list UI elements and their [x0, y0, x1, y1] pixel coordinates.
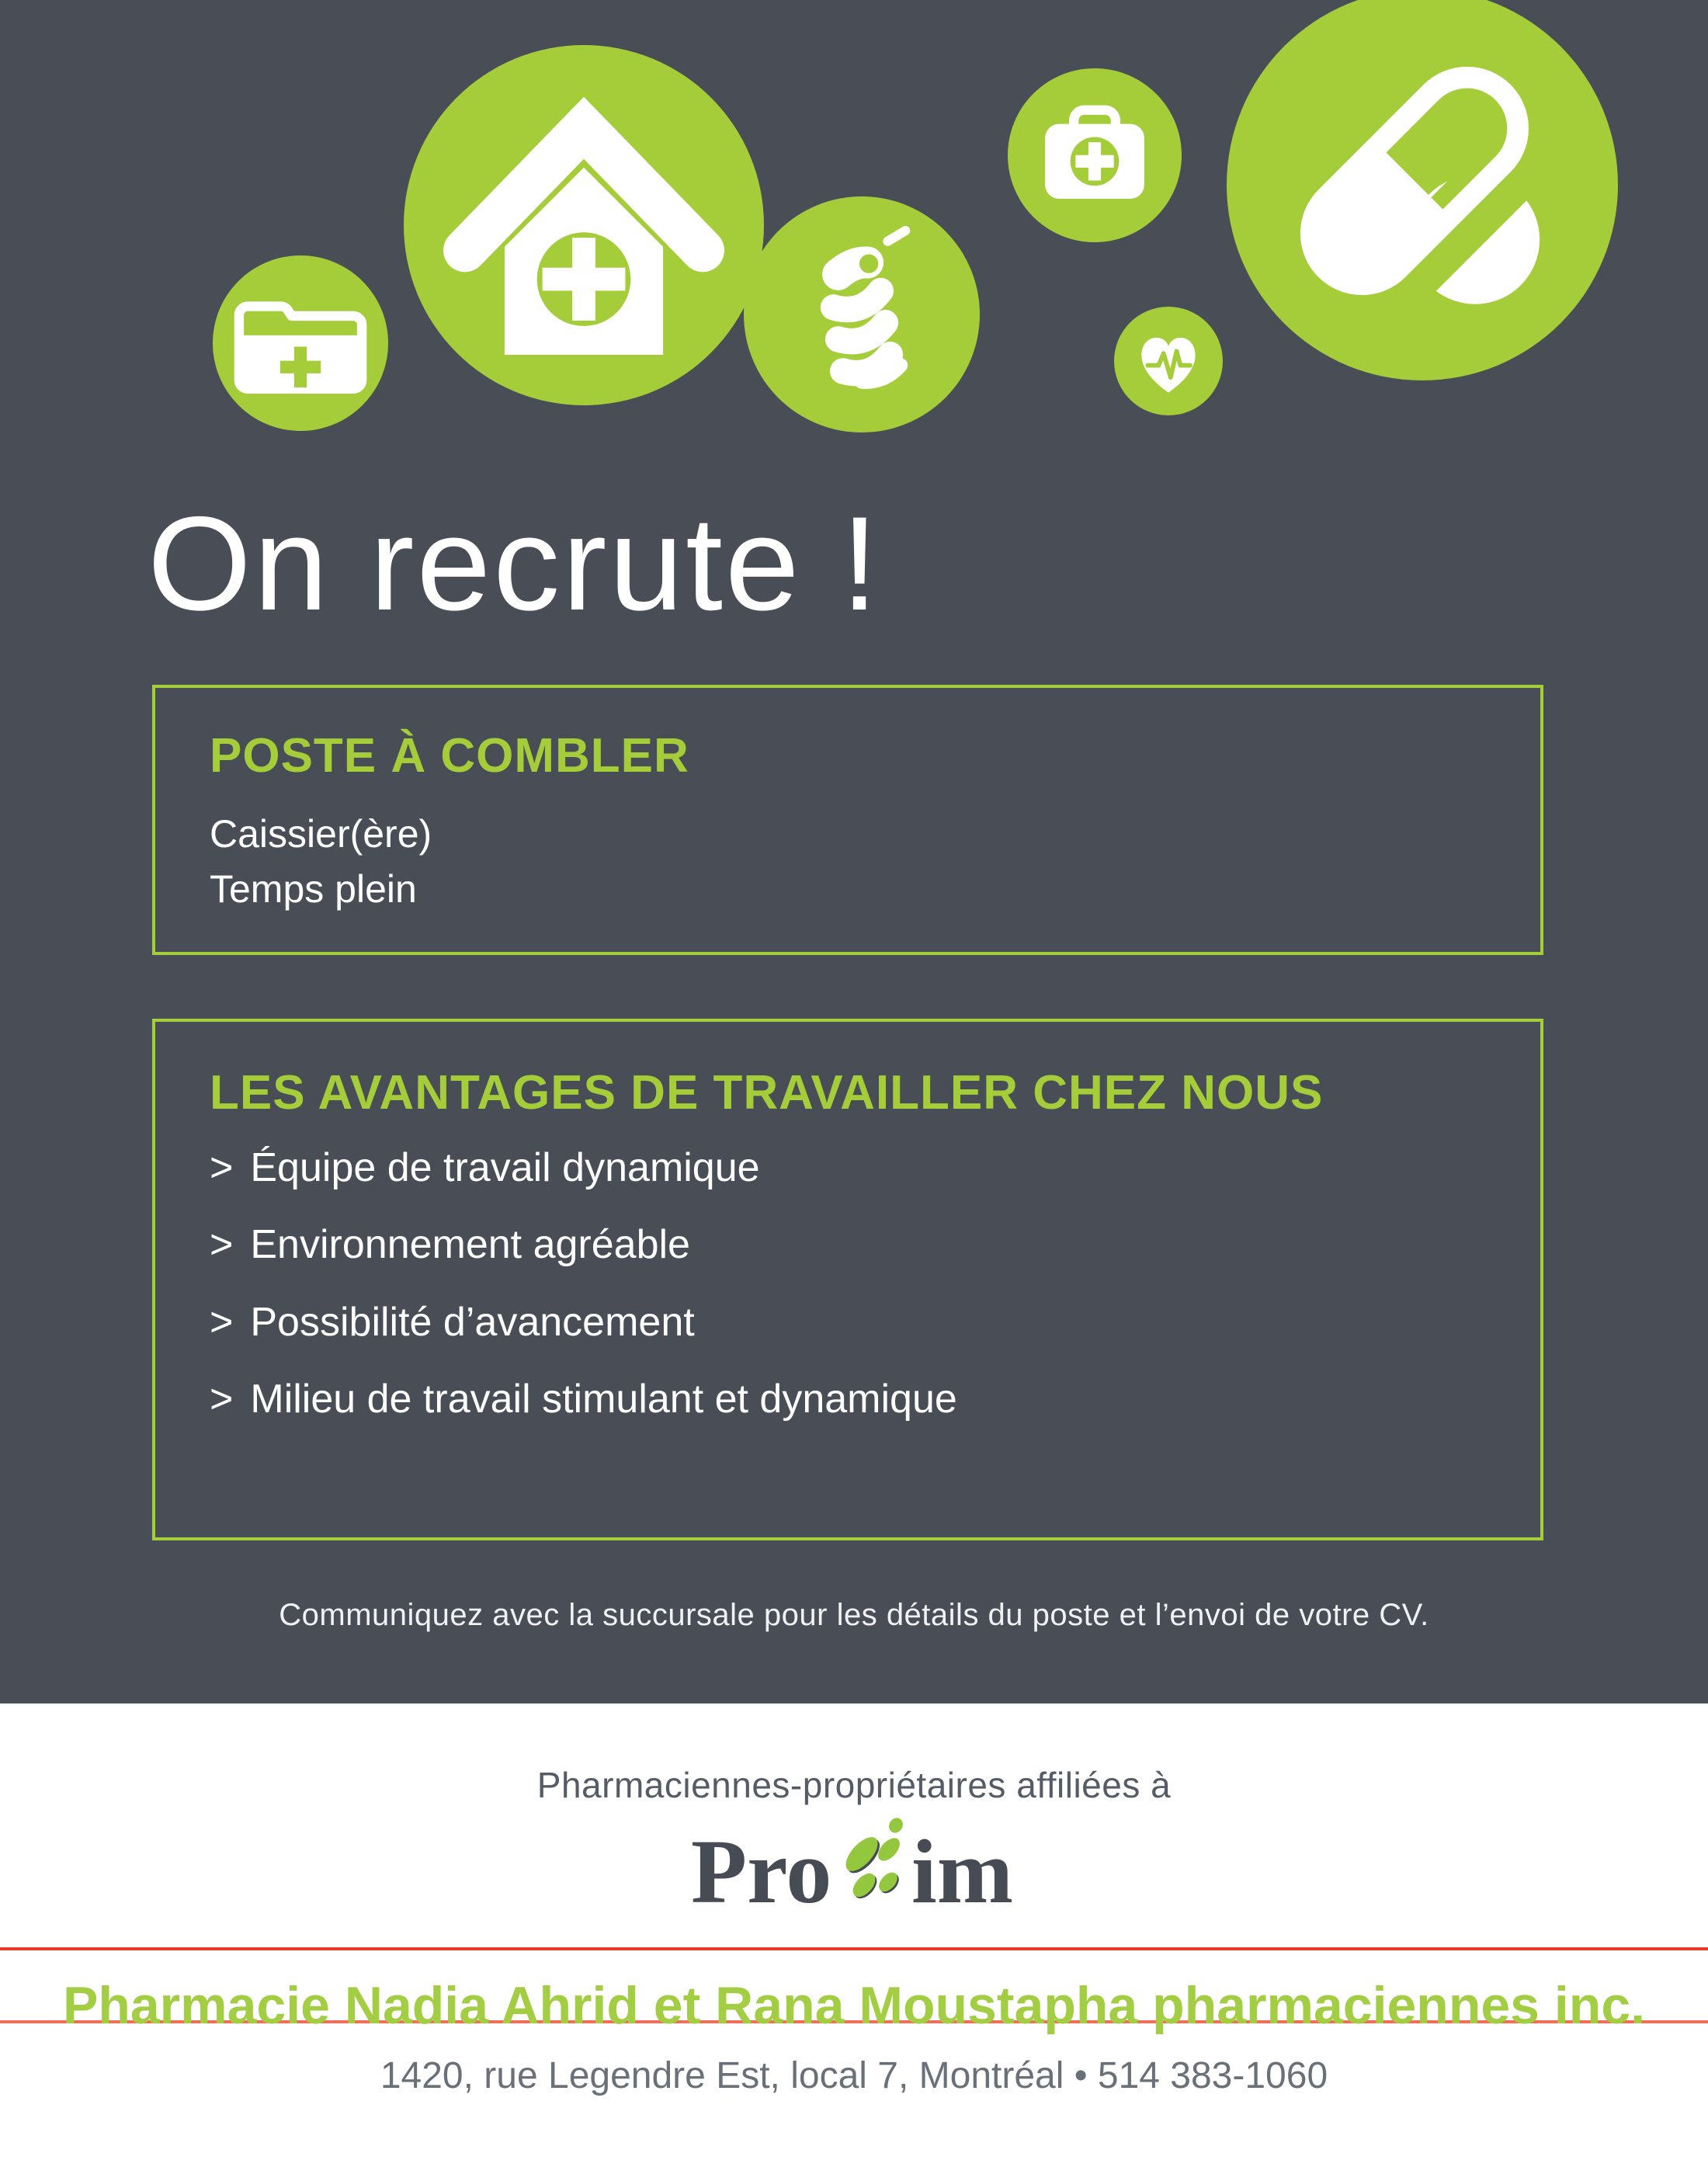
address-text: 1420, rue Legendre Est, local 7, Montréal • 514 383-1060 [380, 2055, 1328, 2096]
svg-text:Pro: Pro [691, 1821, 832, 1922]
chevron-bullet: > [210, 1299, 234, 1345]
page-title: On recrute ! [148, 489, 881, 638]
chevron-bullet: > [210, 1222, 234, 1268]
folder-plus-icon [213, 255, 388, 431]
benefit-item [210, 1144, 1486, 1192]
proxim-logo-glyph [691, 1815, 1017, 1932]
first-aid-kit-glyph [1008, 68, 1182, 242]
benefit-label: Possibilité d’avancement [250, 1299, 695, 1345]
benefit-item [210, 1375, 1486, 1423]
house-cross-glyph [404, 45, 764, 405]
benefit-label: Milieu de travail stimulant et dynamique [250, 1377, 957, 1422]
house-cross-icon [404, 45, 764, 405]
benefits-box-heading: LES AVANTAGES DE TRAVAILLER CHEZ NOUS [210, 1066, 1324, 1120]
pills-icon [1227, 0, 1618, 380]
benefit-label: Environnement agréable [250, 1222, 690, 1268]
contact-note: Communiquez avec la succursale pour les détails du poste et l’envoi de votre CV. [279, 1598, 1429, 1632]
svg-text:im: im [911, 1821, 1014, 1922]
heart-pulse-glyph [1114, 307, 1223, 415]
position-line: Caissier(ère) [210, 812, 432, 856]
first-aid-kit-icon [1008, 68, 1182, 242]
benefit-label: Équipe de travail dynamique [250, 1145, 760, 1190]
pharmacy-name: Pharmacie Nadia Ahrid et Rana Moustapha pharmaciennes inc. [62, 1976, 1646, 2035]
benefit-item [210, 1221, 1486, 1269]
chevron-bullet: > [210, 1377, 234, 1422]
caduceus-glyph [744, 196, 980, 432]
proxim-x-icon [840, 1815, 905, 1902]
red-divider-line [0, 1947, 1708, 1950]
caduceus-icon [744, 196, 980, 432]
affiliation-text: Pharmaciennes-propriétaires affiliées à [536, 1765, 1172, 1805]
heart-pulse-icon [1114, 307, 1223, 415]
proxim-logo [0, 1815, 1708, 1932]
benefit-item [210, 1298, 1486, 1346]
position-line: Temps plein [210, 867, 417, 911]
position-box [152, 685, 1543, 955]
folder-plus-glyph [213, 255, 388, 431]
pills-glyph [1227, 0, 1618, 380]
position-box-heading: POSTE À COMBLER [210, 729, 689, 783]
benefits-box [152, 1019, 1543, 1540]
chevron-bullet: > [210, 1145, 234, 1190]
